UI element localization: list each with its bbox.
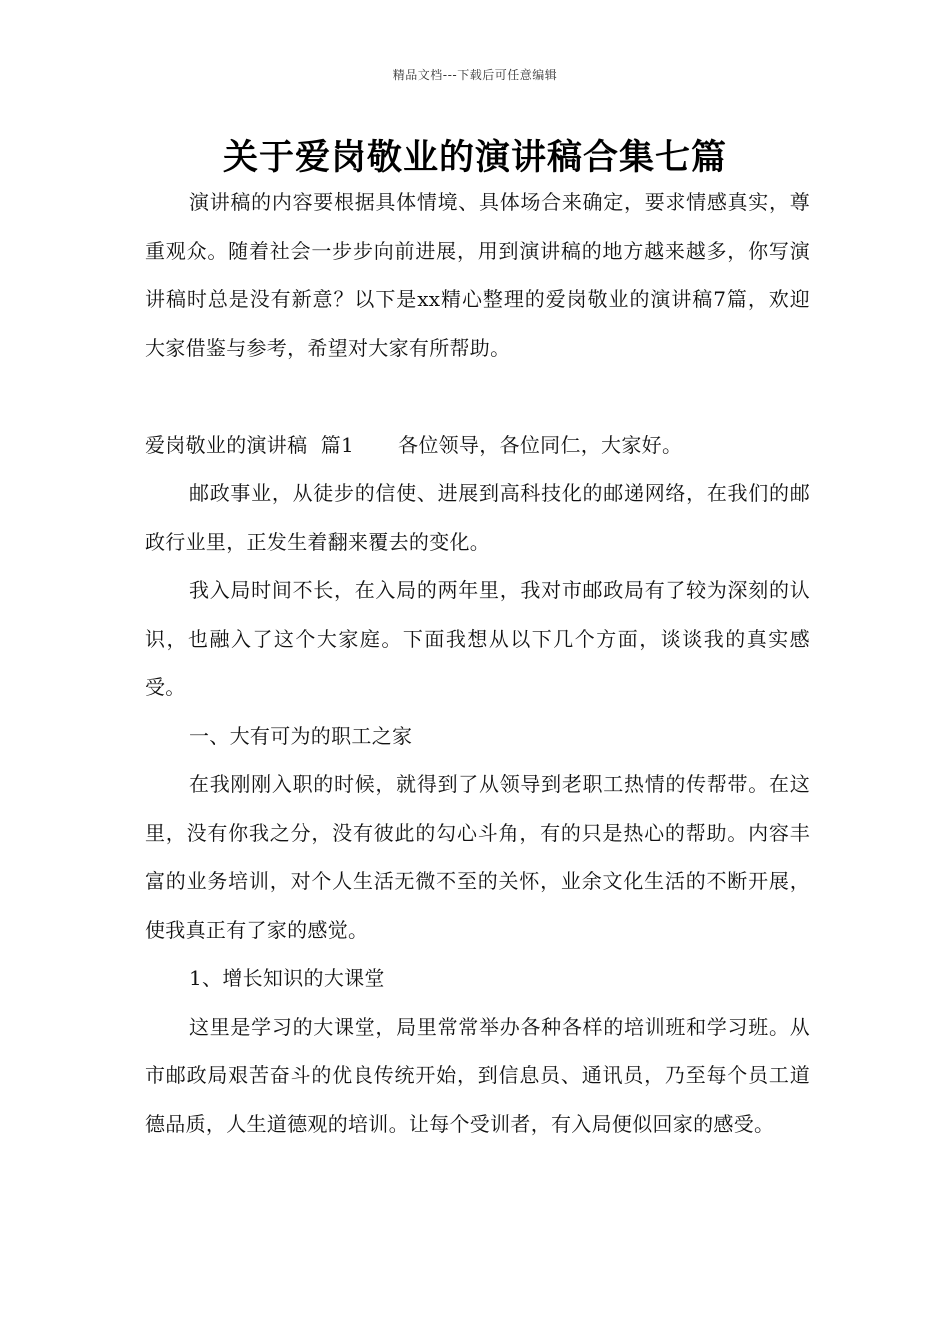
greeting: 各位领导，各位同仁，大家好。 <box>398 432 683 457</box>
body-paragraph: 我入局时间不长，在入局的两年里，我对市邮政局有了较为深刻的认识，也融入了这个大家庭。下面我想从以下几个方面，谈谈我的真实感受。 <box>145 578 810 699</box>
body-paragraph: 在我刚刚入职的时候，就得到了从领导到老职工热情的传帮带。在这里，没有你我之分，没有彼此的勾心斗角，有的只是热心的帮助。内容丰富的业务培训，对个人生活无微不至的关怀，业余文化生活的不断开展，使我真正有了家的感觉。 <box>145 772 810 942</box>
section-heading: 爱岗敬业的演讲稿 篇1 <box>145 432 355 457</box>
body-paragraph: 这里是学习的大课堂，局里常常举办各种各样的培训班和学习班。从市邮政局艰苦奋斗的优良传统开始，到信息员、通讯员，乃至每个员工道德品质，人生道德观的培训。让每个受训者，有入局便似回家的感受。 <box>145 1014 810 1136</box>
document-title: 关于爱岗敬业的演讲稿合集七篇 <box>222 138 727 178</box>
subheading: 一、大有可为的职工之家 <box>189 723 413 748</box>
blank-line <box>145 372 810 421</box>
section-heading-line <box>145 421 810 470</box>
intro-paragraph: 演讲稿的内容要根据具体情境、具体场合来确定，要求情感真实，尊重观众。随着社会一步步向前进展，用到演讲稿的地方越来越多，你写演讲稿时总是没有新意？以下是xx精心整理的爱岗敬业的演讲稿7篇，欢迎大家借鉴与参考，希望对大家有所帮助。 <box>145 190 810 360</box>
document-body <box>145 178 810 1148</box>
header-note: 精品文档---下载后可任意编辑 <box>392 68 558 82</box>
body-paragraph: 邮政事业，从徒步的信使、进展到高科技化的邮递网络，在我们的邮政行业里，正发生着翻来覆去的变化。 <box>145 481 810 554</box>
subheading: 1、增长知识的大课堂 <box>189 966 385 990</box>
